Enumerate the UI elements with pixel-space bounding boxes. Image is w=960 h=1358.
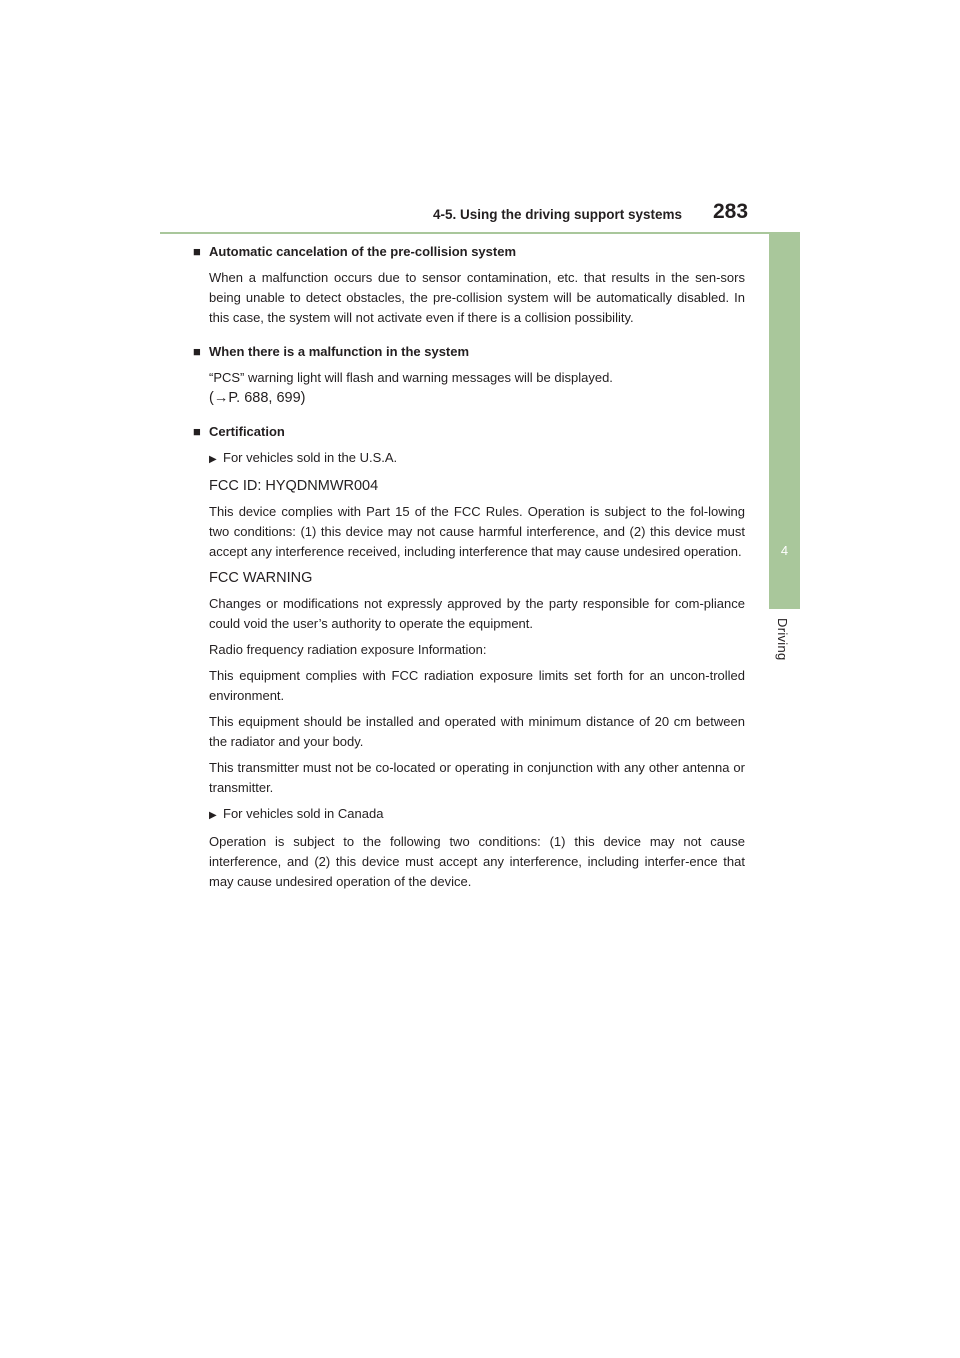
chapter-tab-label: Driving [775,618,790,661]
sub-heading-text: For vehicles sold in the U.S.A. [223,450,398,465]
sub-heading-text: For vehicles sold in Canada [223,806,384,821]
paragraph: Changes or modifications not expressly approved by the party responsible for com-pliance could void the user’s authority to operate the equipment. [209,596,745,631]
section-heading [193,242,745,262]
play-arrow-icon: ▶ [209,810,217,821]
heading-text: When there is a malfunction in the system [209,344,470,359]
paragraph: Radio frequency radiation exposure Information: [209,642,487,657]
play-arrow-icon: ▶ [209,454,217,465]
paragraph: This transmitter must not be co-located or operating in conjunction with any other antenna or transmitter. [209,760,745,795]
heading-text: Certification [209,424,285,439]
section-heading [193,342,745,362]
square-bullet-icon: ■ [193,344,201,359]
section-heading [193,422,745,442]
chapter-tab-number: 4 [780,543,789,558]
page-reference-link[interactable]: (→P. 688, 699) [209,390,306,406]
paragraph: This equipment should be installed and operated with minimum distance of 20 cm between the radiator and your body. [209,714,745,749]
square-bullet-icon: ■ [193,244,201,259]
paragraph: This equipment complies with FCC radiation exposure limits set forth for an uncon-trolled environment. [209,668,745,703]
header-divider [160,232,800,234]
square-bullet-icon: ■ [193,424,201,439]
fcc-warning-label: FCC WARNING [209,570,313,586]
section-title: 4-5. Using the driving support systems [433,207,683,222]
paragraph: When a malfunction occurs due to sensor contamination, etc. that results in the sen-sors being unable to detect obstacles, the pre-collision system will be automatically disabled. In this case, the system will not activate even if there is a collision possibility. [209,270,745,325]
page-content [193,242,745,898]
page-number: 283 [713,200,749,223]
fcc-id: FCC ID: HYQDNMWR004 [209,478,379,494]
heading-text: Automatic cancelation of the pre-collision system [209,244,517,259]
paragraph: This device complies with Part 15 of the FCC Rules. Operation is subject to the fol-lowing two conditions: (1) this device may not cause harmful interference, and (2) this device must accept any interference received, including interference that may cause undesired operation. [209,504,745,559]
paragraph: “PCS” warning light will flash and warning messages will be displayed. [209,370,613,385]
sub-heading [209,448,745,470]
paragraph: Operation is subject to the following two conditions: (1) this device may not cause interference, and (2) this device must accept any interference, including interfer-ence that may cause undesired operation of the device. [209,834,745,889]
sub-heading [209,804,745,826]
